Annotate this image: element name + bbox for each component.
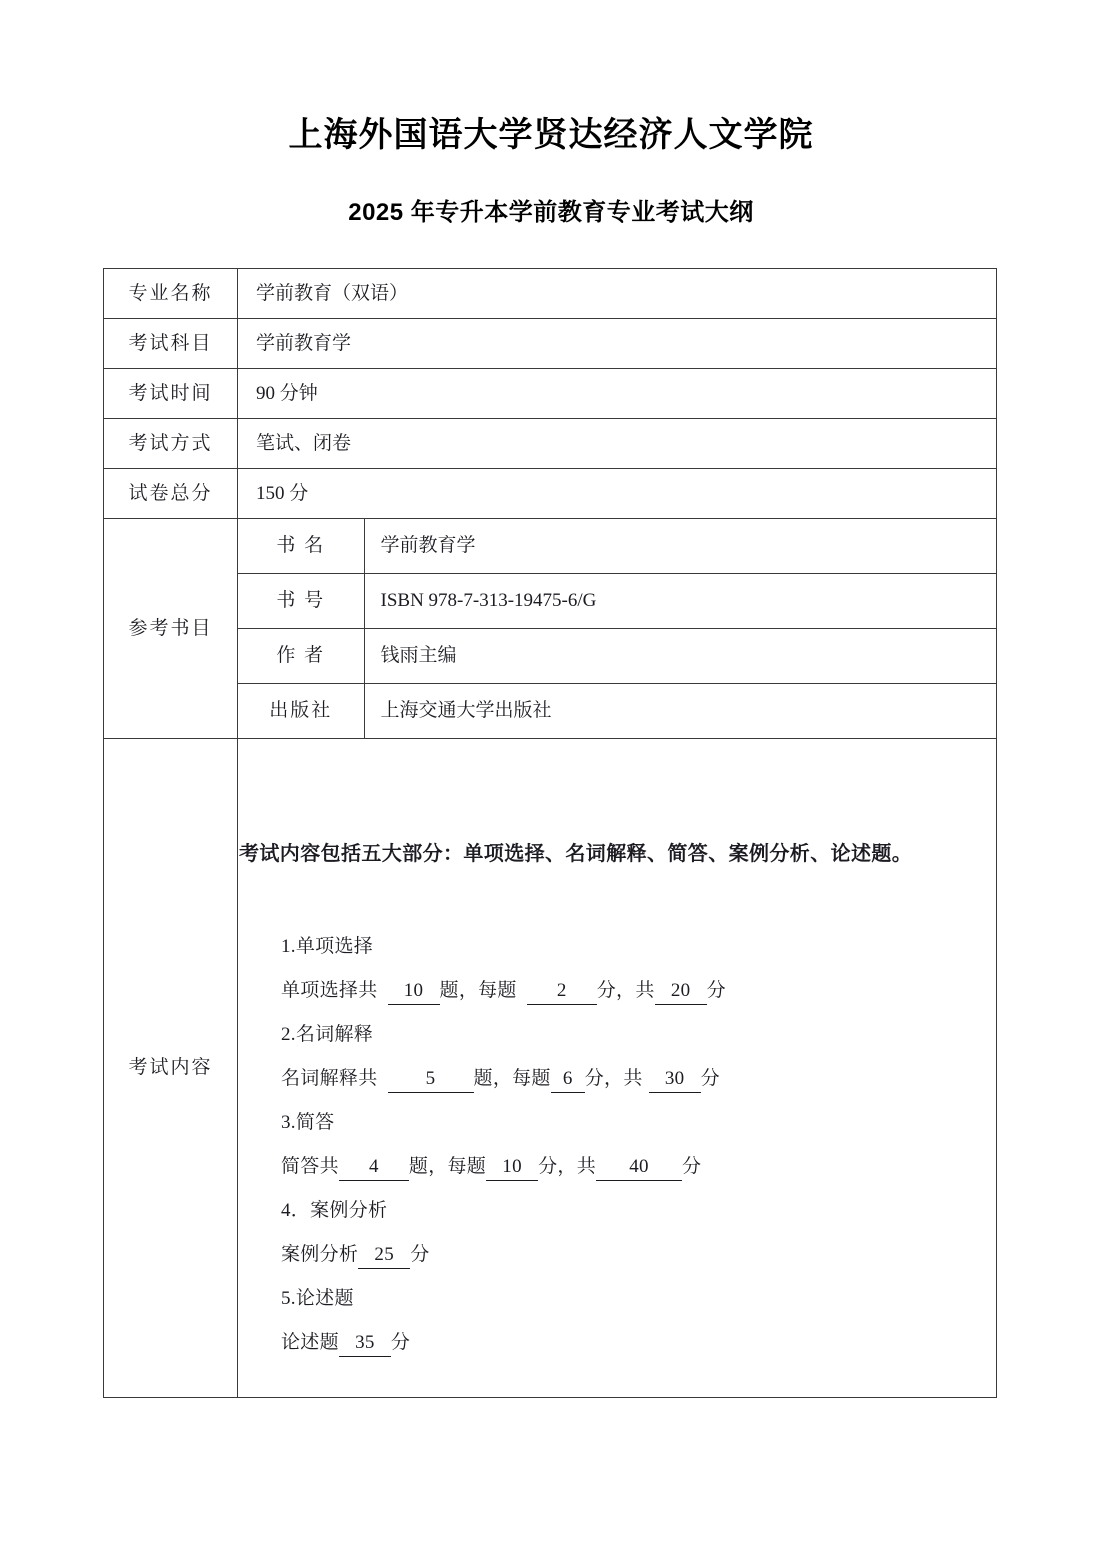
section-detail-multiple-choice	[281, 969, 996, 1013]
exam-content-cell	[238, 739, 997, 1398]
reference-value-book-name: 学前教育学	[364, 519, 996, 574]
detail-prefix: 论述题	[281, 1332, 339, 1353]
detail-mid1: 题，每题	[473, 1068, 551, 1089]
content-gap	[238, 869, 996, 925]
reference-entry	[238, 684, 996, 739]
exam-content-inner	[238, 739, 996, 1397]
detail-prefix: 简答共	[281, 1156, 339, 1177]
detail-prefix: 名词解释共	[281, 1068, 378, 1089]
section-detail-case-analysis	[281, 1233, 996, 1277]
table-row	[104, 369, 997, 419]
section-detail-short-answer	[281, 1145, 996, 1189]
row-label-total-score: 试卷总分	[104, 469, 238, 519]
blank-count-term-explanation: 5	[388, 1066, 474, 1093]
reference-value-isbn: ISBN 978-7-313-19475-6/G	[364, 574, 996, 629]
detail-suffix: 分	[682, 1156, 702, 1177]
detail-suffix: 分	[410, 1244, 430, 1265]
reference-key-isbn: 书 号	[238, 574, 364, 629]
reference-key-publisher: 出版社	[238, 684, 364, 739]
reference-key-book-name: 书 名	[238, 519, 364, 574]
row-label-method: 考试方式	[104, 419, 238, 469]
reference-entry	[238, 519, 996, 574]
row-value-major: 学前教育（双语）	[238, 269, 997, 319]
reference-books-cell	[238, 519, 997, 739]
row-value-total-score: 150 分	[238, 469, 997, 519]
detail-mid2: 分，共	[596, 980, 655, 1001]
blank-total-multiple-choice: 20	[655, 978, 707, 1005]
page-subtitle: 2025 年专升本学前教育专业考试大纲	[348, 199, 754, 226]
blank-per-term-explanation: 6	[551, 1066, 585, 1093]
reference-books-table	[238, 519, 996, 738]
section-title-short-answer: 3.简答	[281, 1112, 335, 1133]
reference-books-row	[104, 519, 997, 739]
reference-entry	[238, 629, 996, 684]
title-block	[0, 0, 1102, 230]
table-row	[104, 319, 997, 369]
exam-outline-table	[103, 268, 997, 1398]
blank-per-multiple-choice: 2	[527, 978, 597, 1005]
table-row	[104, 419, 997, 469]
blank-total-term-explanation: 30	[649, 1066, 701, 1093]
exam-section-list	[238, 925, 996, 1365]
reference-value-author: 钱雨主编	[364, 629, 996, 684]
section-title-essay: 5.论述题	[281, 1288, 354, 1309]
section-detail-term-explanation	[281, 1057, 996, 1101]
detail-suffix: 分	[390, 1332, 411, 1353]
row-label-duration: 考试时间	[104, 369, 238, 419]
section-title-case-analysis: 4．案例分析	[281, 1200, 388, 1221]
row-label-subject: 考试科目	[104, 319, 238, 369]
detail-mid2: 分，共	[584, 1068, 643, 1089]
detail-mid1: 题，每题	[408, 1156, 487, 1177]
content-top-spacer	[238, 739, 996, 839]
detail-mid1: 题，每题	[439, 980, 517, 1001]
blank-total-short-answer: 40	[596, 1154, 682, 1181]
blank-total-essay: 35	[339, 1330, 391, 1357]
detail-suffix: 分	[706, 980, 726, 1001]
table-row	[104, 469, 997, 519]
blank-total-case-analysis: 25	[358, 1242, 410, 1269]
blank-per-short-answer: 10	[486, 1154, 538, 1181]
section-detail-essay	[281, 1321, 996, 1365]
row-value-method: 笔试、闭卷	[238, 419, 997, 469]
row-label-major: 专业名称	[104, 269, 238, 319]
page-title: 上海外国语大学贤达经济人文学院	[288, 116, 814, 154]
section-title-multiple-choice: 1.单项选择	[281, 936, 374, 957]
reference-value-publisher: 上海交通大学出版社	[364, 684, 996, 739]
exam-content-heading: 考试内容包括五大部分：单项选择、名词解释、简答、案例分析、论述题。	[239, 843, 913, 865]
detail-prefix: 单项选择共	[281, 980, 378, 1001]
row-value-duration: 90 分钟	[238, 369, 997, 419]
blank-count-multiple-choice: 10	[388, 978, 440, 1005]
row-label-exam-content: 考试内容	[104, 739, 238, 1398]
blank-count-short-answer: 4	[339, 1154, 409, 1181]
reference-entry	[238, 574, 996, 629]
row-label-reference-books: 参考书目	[104, 519, 238, 739]
detail-suffix: 分	[700, 1068, 720, 1089]
table-row	[104, 269, 997, 319]
reference-key-author: 作 者	[238, 629, 364, 684]
section-title-term-explanation: 2.名词解释	[281, 1024, 374, 1045]
detail-prefix: 案例分析	[281, 1244, 359, 1265]
row-value-subject: 学前教育学	[238, 319, 997, 369]
exam-content-row	[104, 739, 997, 1398]
detail-mid2: 分，共	[538, 1156, 597, 1177]
